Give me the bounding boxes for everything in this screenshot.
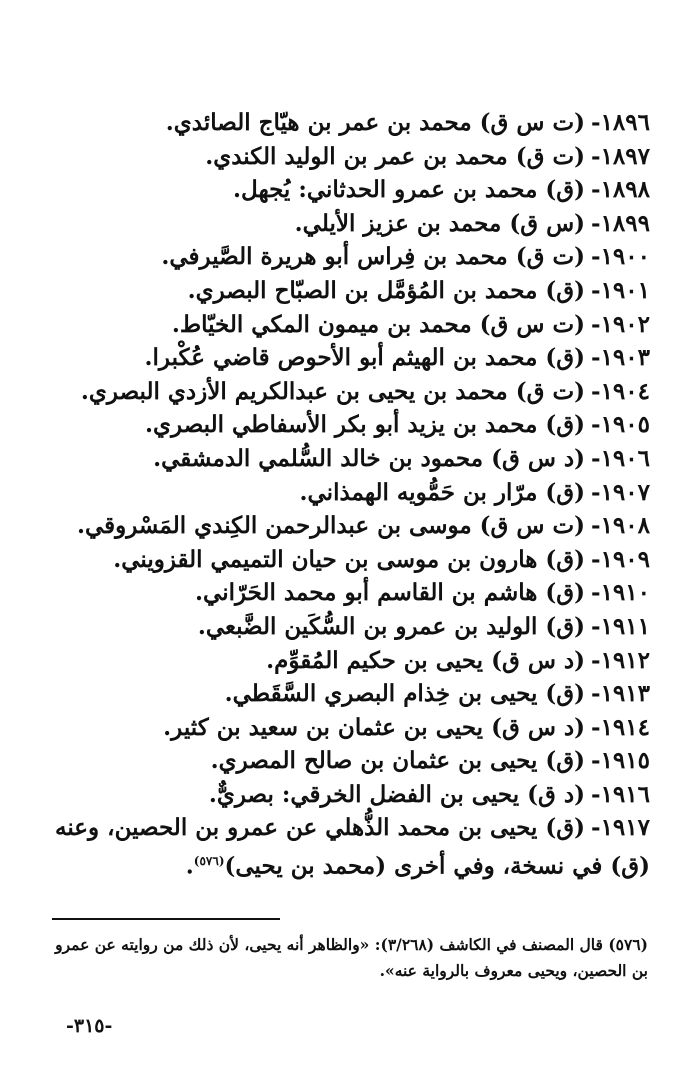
- page-number: -٣١٥-: [66, 1015, 113, 1037]
- entry: [44, 140, 650, 174]
- entry-text: (ق) هاشم بن القاسم أبو محمد الحَرّاني.: [195, 579, 586, 607]
- entry: [44, 576, 650, 610]
- entry: [44, 341, 650, 375]
- entry-number: ١٨٩٨-: [591, 176, 650, 204]
- entry-number: ١٩١٠-: [591, 579, 650, 607]
- entry-text: (ق) يحيى بن خِذام البصري السَّقَطي.: [224, 680, 586, 708]
- entry: [44, 711, 650, 745]
- entry-list: [44, 106, 650, 883]
- entry-text: (د س ق) يحيى بن عثمان بن سعيد بن كثير.: [163, 713, 586, 741]
- entry-number: ١٨٩٩-: [591, 209, 650, 237]
- entry-text: (ق) مرّار بن حَمُّويه الهمذاني.: [299, 478, 586, 506]
- entry-text: (ق) يحيى بن عثمان بن صالح المصري.: [210, 747, 586, 775]
- entry-text: (ت س ق) محمد بن عمر بن هيّاج الصائدي.: [165, 109, 586, 136]
- entry-text: (ق) هارون بن موسى بن حيان التميمي القزويني.: [113, 545, 586, 573]
- entry: [44, 375, 650, 409]
- entry-text: (ق) يحيى بن محمد الذُّهلي عن عمرو بن الحصين، وعنه: [55, 814, 586, 842]
- entry-text: (ق) محمد بن عمرو الحدثاني: يُجهل.: [233, 176, 586, 204]
- entry-text: (ت ق) محمد بن فِراس أبو هريرة الصَّيرفي.: [161, 243, 586, 271]
- entry-text: (ق) الوليد بن عمرو بن السُّكَين الضَّبعي.: [197, 612, 586, 640]
- entry-number: ١٩٠٥-: [591, 411, 650, 439]
- entry-text: (د س ق) محمود بن خالد السُّلمي الدمشقي.: [153, 444, 586, 472]
- entry-text: (ت ق) محمد بن عمر بن الوليد الكندي.: [205, 142, 586, 170]
- entry-text: (ت س ق) موسى بن عبدالرحمن الكِندي المَسْروقي.: [76, 512, 586, 540]
- entry-text: (ق) محمد بن الهيثم أبو الأحوص قاضي عُكْبرا.: [144, 344, 586, 372]
- entry: [44, 644, 650, 678]
- entry-number: ١٩٠٧-: [591, 478, 650, 506]
- entry-text: (س ق) محمد بن عزيز الأيلي.: [294, 209, 586, 237]
- entry-number: ١٩٠٠-: [591, 243, 650, 271]
- entry: [44, 677, 650, 711]
- footnote: (٥٧٦) قال المصنف في الكاشف (٣/٢٦٨): «والظاهر أنه يحيى، لأن ذلك من روايته عن عمرو بن الحصين، ويحيى معروف بالرواية عنه».: [55, 935, 648, 980]
- entry-text: (ق) محمد بن المُؤمَّل بن الصبّاح البصري.: [187, 276, 586, 304]
- entry: [44, 274, 650, 308]
- entry-number: ١٨٩٦-: [591, 109, 650, 136]
- entry-text: (د س ق) يحيى بن حكيم المُقوِّم.: [266, 646, 586, 674]
- entry: [44, 240, 650, 274]
- footnote-reference[interactable]: (٥٧٦): [193, 854, 225, 869]
- entry: [44, 744, 650, 778]
- entry-number: ١٩١٦-: [591, 780, 650, 808]
- entry-number: ١٨٩٧-: [591, 142, 650, 170]
- entry: [44, 207, 650, 241]
- entry-text: (ت ق) محمد بن يحيى بن عبدالكريم الأزدي البصري.: [80, 377, 586, 405]
- entry-number: ١٩٠٩-: [591, 545, 650, 573]
- entry-number: ١٩١٣-: [591, 680, 650, 708]
- entry-number: ١٩٠٤-: [591, 377, 650, 405]
- entry: [44, 476, 650, 510]
- entry-last: [44, 811, 650, 883]
- entry-number: ١٩١٢-: [591, 646, 650, 674]
- entry-number: ١٩٠٨-: [591, 512, 650, 540]
- entry: [44, 308, 650, 342]
- entry-number: ١٩١١-: [591, 612, 650, 640]
- entry-number: ١٩٠١-: [591, 276, 650, 304]
- entry-number: ١٩٠٣-: [591, 344, 650, 372]
- entry-number: ١٩١٥-: [591, 747, 650, 775]
- entry: [44, 778, 650, 812]
- entry-number: ١٩٠٢-: [591, 310, 650, 338]
- entry-number: ١٩١٤-: [591, 713, 650, 741]
- entry: [44, 106, 650, 140]
- entry: [44, 543, 650, 577]
- entry: [44, 509, 650, 543]
- entry-number: ١٩١٧-: [591, 814, 650, 842]
- entry-text: (ق) محمد بن يزيد أبو بكر الأسفاطي البصري.: [145, 411, 586, 439]
- entry-number: ١٩٠٦-: [591, 444, 650, 472]
- entry-continuation: (ق) في نسخة، وفي أخرى (محمد بن يحيى)$^{(٥٧٦)}$.: [185, 852, 650, 880]
- entry-text: (ت س ق) محمد بن ميمون المكي الخيّاط.: [171, 310, 586, 338]
- footnote-divider: [52, 918, 280, 920]
- entry: [44, 442, 650, 476]
- entry-text: (د ق) يحيى بن الفضل الخرقي: بصريٌّ.: [208, 780, 586, 808]
- entry: [44, 173, 650, 207]
- entry: [44, 610, 650, 644]
- entry: [44, 408, 650, 442]
- entry-continuation-text: (ق) في نسخة، وفي أخرى (محمد بن يحيى): [224, 852, 650, 880]
